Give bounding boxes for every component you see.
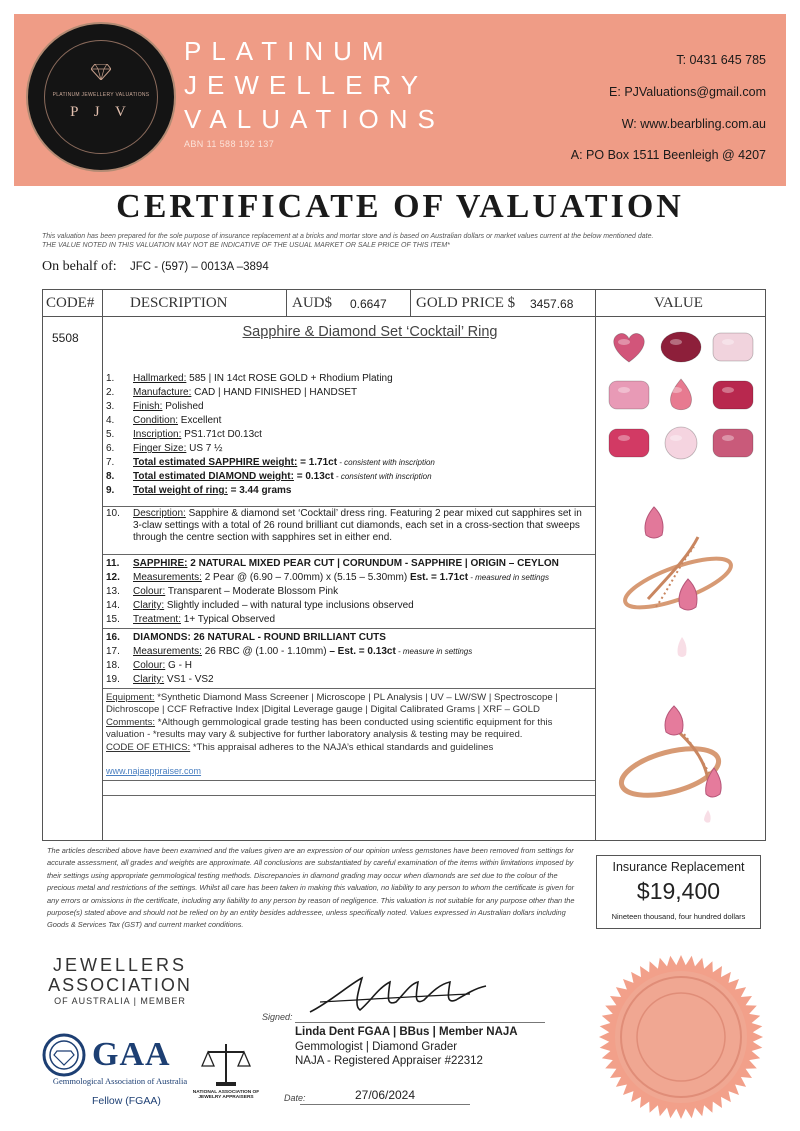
header-aud-label: AUD$: [292, 295, 332, 311]
description-box: [103, 507, 595, 553]
divider: [103, 780, 595, 781]
logo-monogram: P J V: [70, 104, 132, 120]
signer-role-2: NAJA - Registered Appraiser #22312: [295, 1055, 483, 1067]
diamond-item: [103, 646, 595, 658]
spec-note: - measure in settings: [395, 647, 473, 656]
spec-text: PS1.71ct D0.13ct: [181, 429, 262, 440]
naja-link[interactable]: www.najaappraiser.com: [106, 766, 202, 776]
diamond-item: [103, 632, 595, 644]
sapphire-item: [103, 558, 595, 570]
contact-phone: T: 0431 645 785: [676, 53, 766, 67]
gold-seal: [596, 952, 766, 1122]
spec-label: Colour:: [133, 660, 166, 671]
spec-label: Finish:: [133, 401, 163, 412]
desc-text: Sapphire & diamond set ‘Cocktail’ dress ring. Featuring 2 pear mixed cut sapphires set in 3-claw settings with a total of 26 round brilliant cut diamonds, each set in a cross-section that sweeps through the centre section with sapphires set in either end.: [133, 508, 582, 543]
spec-label: Colour:: [133, 586, 166, 597]
diamond-item: [103, 660, 595, 672]
gemstone-photo: [710, 330, 756, 364]
ja-line-2: ASSOCIATION: [48, 975, 192, 995]
header-code: CODE#: [46, 295, 95, 311]
sapphire-item: [103, 572, 595, 584]
spec-number: 16.: [106, 632, 120, 643]
spec-note: - consistent with inscription: [333, 472, 432, 481]
desc-number: 10.: [106, 508, 120, 519]
gemstone-photo: [658, 378, 704, 412]
gemstone-photo: [658, 426, 704, 460]
ja-line-3: OF AUSTRALIA | MEMBER: [54, 996, 186, 1006]
spec-number: 2.: [106, 387, 115, 398]
spec-label: SAPPHIRE:: [133, 558, 188, 569]
signer-role-1: Gemmologist | Diamond Grader: [295, 1041, 458, 1053]
spec-item: [103, 373, 595, 385]
spec-text: = 0.13ct: [293, 471, 334, 482]
spec-item: [103, 401, 595, 413]
spec-text: = 1.71ct: [297, 457, 338, 468]
spec-number: 14.: [106, 600, 120, 611]
col-divider-aud: [410, 289, 411, 317]
spec-number: 3.: [106, 401, 115, 412]
logo-ring-text: PLATINUM JEWELLERY VALUATIONS: [52, 92, 150, 98]
gemstone-photo: [710, 378, 756, 412]
insurance-amount-words: Nineteen thousand, four hundred dollars: [611, 912, 746, 921]
spec-text: Excellent: [178, 415, 222, 426]
date-label: Date:: [284, 1093, 306, 1103]
spec-item: [103, 387, 595, 399]
spec-label: Inscription:: [133, 429, 182, 440]
spec-text: 585 | IN 14ct ROSE GOLD + Rhodium Plating: [186, 373, 393, 384]
gaa-logo: GAA: [92, 1036, 171, 1073]
signature-line: [295, 1022, 545, 1023]
sapphire-item: [103, 600, 595, 612]
contact-address: A: PO Box 1511 Beenleigh @ 4207: [570, 148, 766, 162]
spec-note: - measured in settings: [468, 573, 549, 582]
spec-number: 12.: [106, 572, 120, 583]
insurance-title: Insurance Replacement: [612, 860, 745, 874]
comments-text: *Although gemmological grade testing has been conducted using scientific equipment for this valuation - *results may vary & subjective for further laboratory analysis & testing may be required.: [106, 716, 553, 741]
spec-text: Transparent – Moderate Blossom Pink: [165, 586, 339, 597]
gemstone-photo: [710, 426, 756, 460]
spec-label: Hallmarked:: [133, 373, 187, 384]
signature-image: [300, 972, 490, 1018]
fellow-label: Fellow (FGAA): [92, 1095, 161, 1107]
spec-label: Clarity:: [133, 674, 165, 685]
equipment-text: *Synthetic Diamond Mass Screener | Microscope | PL Analysis | UV – LW/SW | Spectroscope | Dichroscope | CCF Refractive Index |Digital Leverage gauge | Digital Calibrated Grams | XRF – GOLD: [106, 692, 558, 716]
gemstone-photo: [606, 378, 652, 412]
spec-item: [103, 429, 595, 441]
spec-note: - consistent with inscription: [337, 458, 435, 467]
spec-number: 1.: [106, 373, 115, 384]
sapphire-item: [103, 614, 595, 626]
spec-text: = 3.44 grams: [227, 485, 292, 496]
spec-number: 7.: [106, 457, 115, 468]
diamond-item: [103, 674, 595, 686]
spec-label: Total weight of ring:: [133, 485, 228, 496]
spec-text: Slightly included – with natural type inclusions observed: [164, 600, 414, 611]
contact-email[interactable]: E: PJValuations@gmail.com: [609, 85, 766, 99]
spec-label: DIAMONDS: 26 NATURAL - ROUND BRILLIANT CUTS: [133, 632, 386, 643]
spec-text: 2 NATURAL MIXED PEAR CUT | CORUNDUM - SAPPHIRE | ORIGIN – CEYLON: [187, 558, 559, 569]
comments-label: Comments:: [106, 716, 156, 728]
spec-number: 8.: [106, 471, 115, 482]
behalf-label: On behalf of:: [42, 259, 117, 274]
header-gold-label: GOLD PRICE $: [416, 295, 516, 311]
sapphire-item: [103, 586, 595, 598]
brand-line-2: JEWELLERY: [184, 70, 429, 100]
brand-line-3: VALUATIONS: [184, 104, 445, 134]
item-title: Sapphire & Diamond Set ‘Cocktail’ Ring: [242, 324, 498, 340]
disclaimer: [42, 232, 772, 250]
spec-text: G - H: [165, 660, 192, 671]
desc-label: Description:: [133, 508, 186, 519]
spec-text: 2 Pear @ (6.90 – 7.00mm) x (5.15 – 5.30mm): [201, 572, 410, 583]
spec-bold: – Est. = 0.13ct: [329, 646, 396, 657]
spec-text: 26 RBC @ (1.00 - 1.10mm): [201, 646, 330, 657]
equipment-comments: [106, 692, 592, 754]
ja-line-1: JEWELLERS: [52, 955, 188, 975]
gemstone-photo: [606, 426, 652, 460]
date-line: [300, 1104, 470, 1105]
gaa-emblem-icon: [42, 1033, 86, 1077]
header-gold-value: 3457.68: [530, 297, 574, 311]
spec-label: Measurements:: [133, 646, 202, 657]
insurance-amount: $19,400: [636, 878, 721, 904]
spec-item: [103, 415, 595, 427]
gemstone-photo: [658, 330, 704, 364]
abn-number: ABN 11 588 192 137: [184, 139, 275, 149]
spec-text: Polished: [162, 401, 204, 412]
ethics-label: CODE OF ETHICS:: [106, 741, 191, 753]
spec-text: VS1 - VS2: [164, 674, 214, 685]
spec-label: Total estimated SAPPHIRE weight:: [133, 457, 298, 468]
spec-label: Measurements:: [133, 572, 202, 583]
spec-number: 11.: [106, 558, 120, 569]
scales-icon: [200, 1040, 252, 1088]
gem-grid: [600, 330, 762, 470]
col-divider-value: [595, 289, 596, 841]
spec-item: [103, 457, 595, 469]
spec-number: 19.: [106, 674, 120, 685]
header-aud-value: 0.6647: [350, 297, 387, 311]
spec-label: Total estimated DIAMOND weight:: [133, 471, 294, 482]
spec-number: 6.: [106, 443, 115, 454]
spec-label: Treatment:: [133, 614, 181, 625]
spec-text: CAD | HAND FINISHED | HANDSET: [191, 387, 358, 398]
equipment-label: Equipment:: [106, 692, 155, 703]
spec-label: Clarity:: [133, 600, 165, 611]
spec-bold: Est. = 1.71ct: [409, 572, 469, 583]
header-value: VALUE: [654, 295, 703, 311]
ring-image-2: [608, 690, 748, 830]
spec-label: Manufacture:: [133, 387, 192, 398]
divider: [103, 688, 595, 689]
brand-line-1: PLATINUM: [184, 36, 394, 66]
spec-number: 5.: [106, 429, 115, 440]
certificate-title: CERTIFICATE OF VALUATION: [116, 188, 684, 225]
divider: [103, 554, 595, 555]
spec-item: [103, 485, 595, 497]
gaa-subtitle: Gemmological Association of Australia: [52, 1076, 188, 1086]
signer-name: Linda Dent FGAA | BBus | Member NAJA: [295, 1026, 518, 1038]
ring-image-1: [608, 497, 748, 665]
spec-number: 13.: [106, 586, 120, 597]
spec-text: 1+ Typical Observed: [180, 614, 276, 625]
spec-number: 15.: [106, 614, 120, 625]
signed-label: Signed:: [262, 1012, 293, 1022]
behalf-value: JFC - (597) – 0013A –3894: [130, 261, 269, 273]
spec-item: [103, 471, 595, 483]
spec-label: Condition:: [133, 415, 179, 426]
spec-number: 4.: [106, 415, 115, 426]
spec-number: 18.: [106, 660, 120, 671]
disclaimer-line-2: THE VALUE NOTED IN THIS VALUATION MAY NOT BE INDICATIVE OF THE USUAL MARKET OR SALE PRICE OF THIS ITEM*: [42, 242, 450, 249]
diamond-icon: [91, 64, 111, 80]
spec-number: 9.: [106, 485, 115, 496]
spec-label: Finger Size:: [133, 443, 187, 454]
item-code: 5508: [52, 331, 79, 345]
spec-item: [103, 443, 595, 455]
gemstone-photo: [606, 330, 652, 364]
spec-number: 17.: [106, 646, 120, 657]
disclaimer-line-1: This valuation has been prepared for the sole purpose of insurance replacement at a bricks and mortar store and is based on Australian dollars or market values current at the below mentioned date.: [42, 233, 654, 240]
divider: [103, 795, 595, 796]
header-description: DESCRIPTION: [130, 295, 228, 311]
ethics-text: *This appraisal adheres to the NAJA’s ethical standards and guidelines: [190, 741, 494, 753]
liability-note: The articles described above have been examined and the values given are an expression of our opinion unless gemstones have been removed from settings for accurate assessment, all grades and weights are approximate. All conclusions are substantiated by careful examination of the items within limitations imposed by their settings using appropriate gemmological testing methods. Discrepancies in diamond grading may occur when diamonds are set due to the colour of the precious metal and restrictions of the settings. Whilst all care has been taken in making this valuation, no liability to any person to whom the certificate is given for any errors or omissions in the certificate, including any liability to any person by reason of negligence. This valuation is not suitable for any purpose other than the purpose(s) stated above and should not be relied on by an entity besides addressee, unless specifically noted. Values expressed in Australian dollars including Goods & Services Tax (GST) and current market conditions.: [47, 846, 575, 930]
date-value: 27/06/2024: [354, 1088, 416, 1102]
naja-subtitle: NATIONAL ASSOCIATION OF JEWELRY APPRAISERS: [192, 1090, 260, 1100]
divider: [103, 628, 595, 629]
col-divider-desc: [286, 289, 287, 317]
spec-text: US 7 ½: [186, 443, 223, 454]
contact-website[interactable]: W: www.bearbling.com.au: [621, 117, 766, 131]
